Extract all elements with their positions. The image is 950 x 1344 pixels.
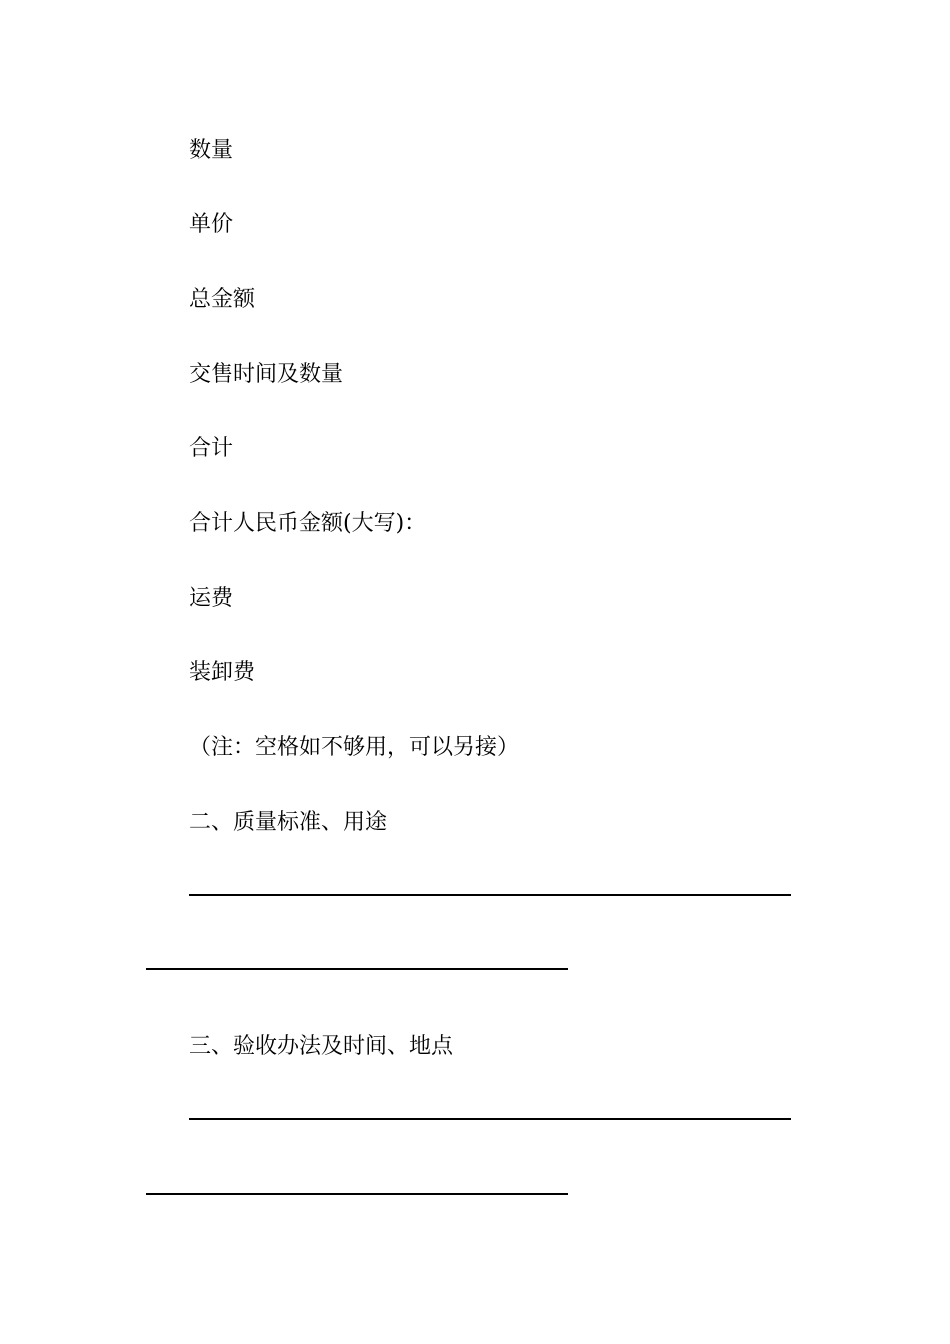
field-quantity: 数量 (189, 138, 234, 163)
blank-line-acceptance-2 (146, 1193, 568, 1195)
section-heading-quality: 二、质量标准、用途 (189, 810, 388, 835)
field-total-amount: 总金额 (189, 287, 256, 312)
note-extra-space: （注：空格如不够用，可以另接） (189, 735, 520, 760)
field-total-rmb-uppercase: 合计人民币金额(大写)： (189, 511, 427, 536)
field-freight: 运费 (189, 586, 234, 611)
blank-line-quality-2 (146, 968, 568, 970)
field-unit-price: 单价 (189, 212, 234, 237)
blank-line-quality-1 (189, 894, 791, 896)
field-delivery-time-quantity: 交售时间及数量 (189, 362, 344, 387)
blank-line-acceptance-1 (189, 1118, 791, 1120)
field-subtotal: 合计 (189, 436, 234, 461)
field-handling-fee: 装卸费 (189, 660, 256, 685)
section-heading-acceptance: 三、验收办法及时间、地点 (189, 1034, 454, 1059)
